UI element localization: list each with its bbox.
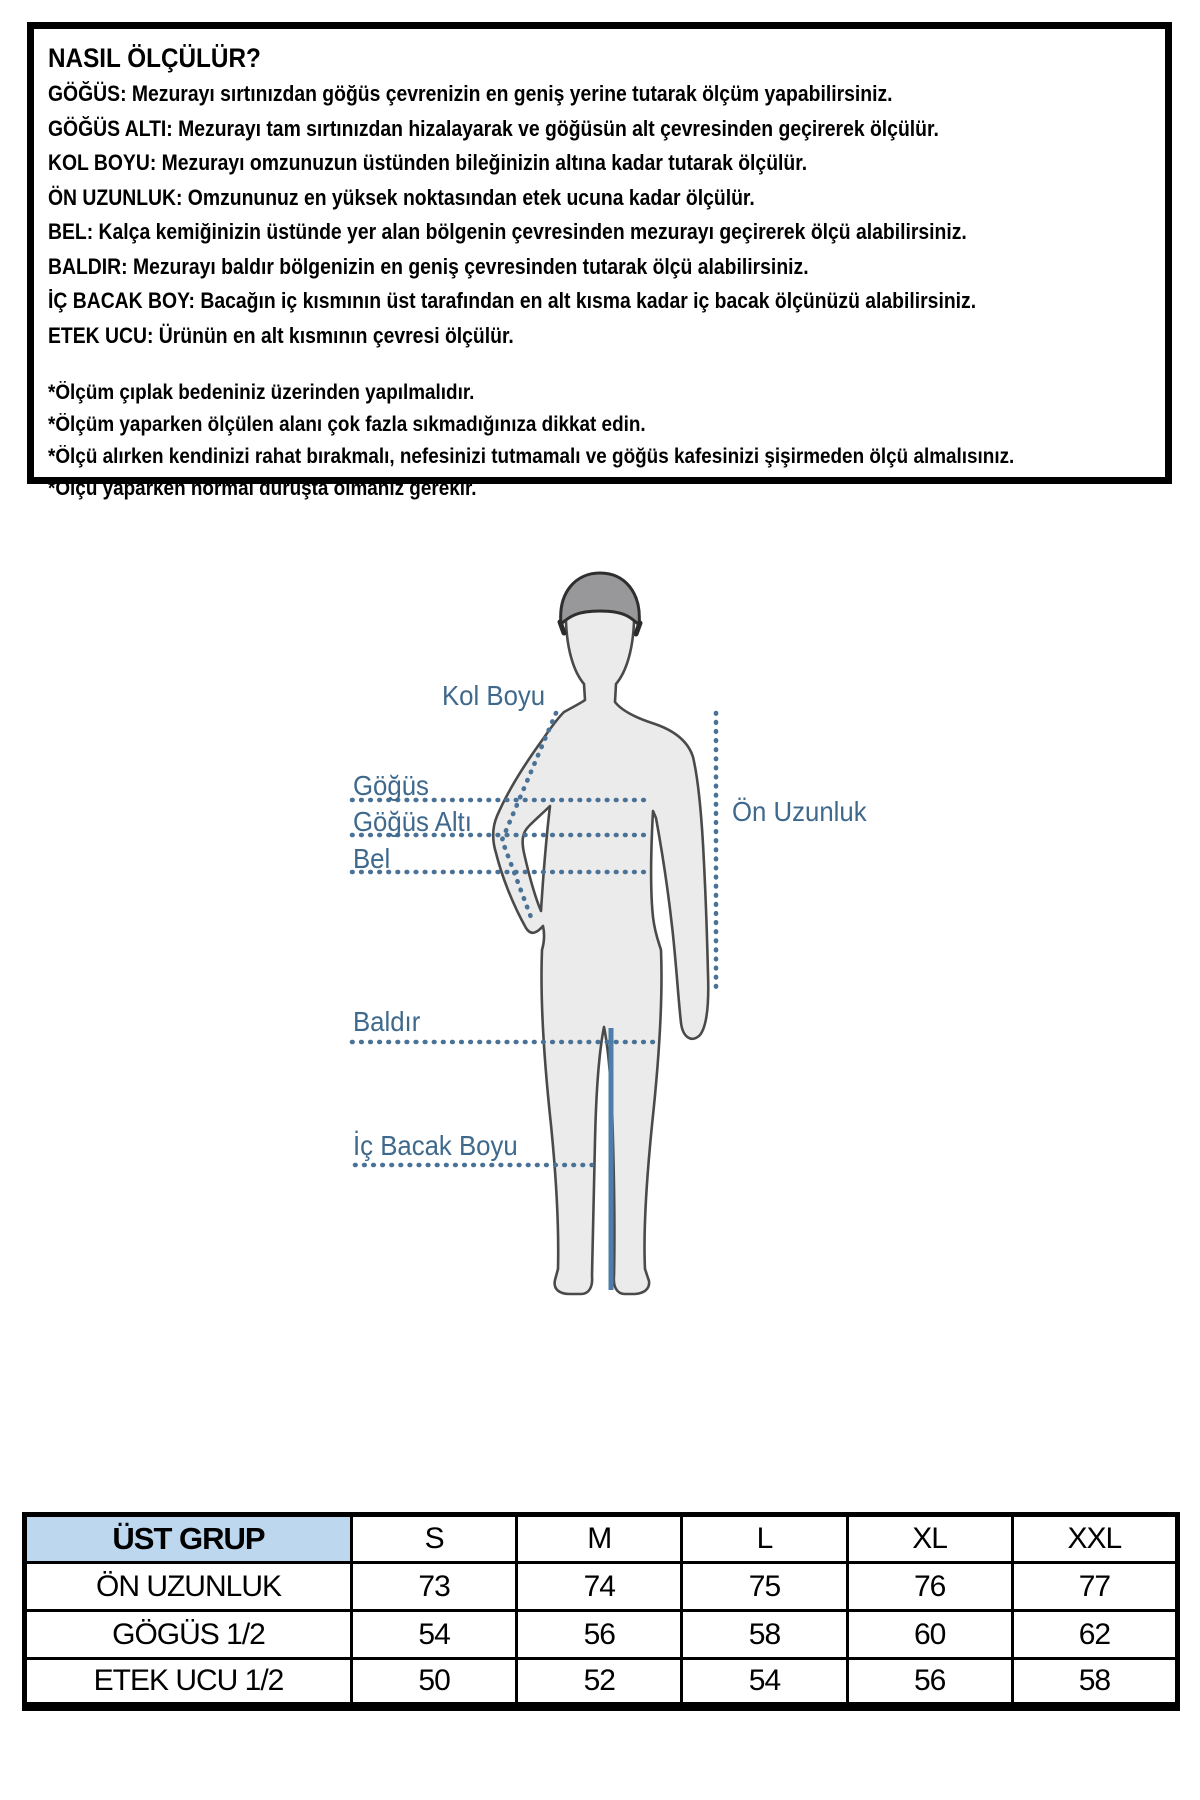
instruction-line: BALDIR: Mezurayı baldır bölgenizin en geniş çevresinden tutarak ölçü alabilirsiniz. (48, 253, 809, 279)
size-value-cell: 74 (517, 1563, 682, 1611)
size-column-header: XL (847, 1515, 1012, 1563)
size-table (22, 1512, 1180, 1711)
size-column-header: L (682, 1515, 847, 1563)
label-bel: Bel (353, 843, 391, 874)
size-table-corner-cell: ÜST GRUP (25, 1515, 352, 1563)
guide-title: NASIL ÖLÇÜLÜR? (48, 43, 261, 73)
instruction-line: İÇ BACAK BOY: Bacağın iç kısmının üst tarafından en alt kısma kadar iç bacak ölçünüzü alabilirsiniz. (48, 288, 977, 313)
size-value-cell: 58 (682, 1611, 847, 1659)
size-table-head (25, 1515, 1178, 1563)
size-value-cell: 50 (352, 1659, 517, 1707)
size-value-cell: 60 (847, 1611, 1012, 1659)
size-value-cell: 56 (847, 1659, 1012, 1707)
size-value-cell: 73 (352, 1563, 517, 1611)
instruction-line: BEL: Kalça kemiğinizin üstünde yer alan bölgenin çevresinden mezurayı geçirerek ölçü alabilirsiniz. (48, 219, 967, 244)
body-measurement-diagram (300, 480, 900, 1300)
note-line: *Ölçüm çıplak bedeniniz üzerinden yapılmalıdır. (48, 381, 475, 404)
size-column-header: XXL (1012, 1515, 1177, 1563)
instruction-line: KOL BOYU: Mezurayı omzunuzun üstünden bileğinizin altına kadar tutarak ölçülür. (48, 150, 808, 175)
label-on-uzunluk: Ön Uzunluk (732, 796, 867, 827)
size-table-row (25, 1659, 1178, 1707)
label-ic-bacak-boyu: İç Bacak Boyu (353, 1130, 518, 1161)
size-value-cell: 75 (682, 1563, 847, 1611)
note-line: *Ölçüm yaparken ölçülen alanı çok fazla sıkmadığınıza dikkat edin. (48, 413, 646, 436)
size-value-cell: 77 (1012, 1563, 1177, 1611)
label-gogus: Göğüs (353, 770, 429, 801)
measurement-row-label: ÖN UZUNLUK (25, 1563, 352, 1611)
label-baldir: Baldır (353, 1006, 421, 1037)
measurement-row-label: ETEK UCU 1/2 (25, 1659, 352, 1707)
instruction-line: GÖĞÜS: Mezurayı sırtınızdan göğüs çevrenizin en geniş yerine tutarak ölçüm yapabilirsiniz. (48, 81, 893, 106)
label-gogus-alti: Göğüs Altı (353, 806, 472, 837)
size-column-header: S (352, 1515, 517, 1563)
size-value-cell: 58 (1012, 1659, 1177, 1707)
note-line: *Ölçü alırken kendinizi rahat bırakmalı, nefesinizi tutmamalı ve göğüs kafesinizi şişirmeden ölçü almalısınız. (48, 445, 1015, 468)
note-line: *Ölçü yaparken normal duruşta olmanız gerekir. (48, 477, 477, 500)
size-value-cell: 54 (352, 1611, 517, 1659)
label-kol-boyu: Kol Boyu (442, 680, 546, 711)
size-value-cell: 52 (517, 1659, 682, 1707)
measure-guide-box (27, 22, 1172, 500)
guide-instructions (48, 77, 1153, 353)
size-table-row (25, 1563, 1178, 1611)
size-value-cell: 56 (517, 1611, 682, 1659)
size-value-cell: 54 (682, 1659, 847, 1707)
instruction-line: ÖN UZUNLUK: Omzununuz en yüksek noktasından etek ucuna kadar ölçülür. (48, 184, 755, 210)
measurement-row-label: GÖGÜS 1/2 (25, 1611, 352, 1659)
instruction-line: ETEK UCU: Ürünün en alt kısmının çevresi ölçülür. (48, 322, 514, 348)
size-column-header: M (517, 1515, 682, 1563)
size-value-cell: 62 (1012, 1611, 1177, 1659)
size-table-row (25, 1611, 1178, 1659)
size-value-cell: 76 (847, 1563, 1012, 1611)
instruction-line: GÖĞÜS ALTI: Mezurayı tam sırtınızdan hizalayarak ve göğüsün alt çevresinden geçirerek ölçülür. (48, 115, 939, 141)
size-table-body (25, 1563, 1178, 1707)
size-table-header-row (25, 1515, 1178, 1563)
